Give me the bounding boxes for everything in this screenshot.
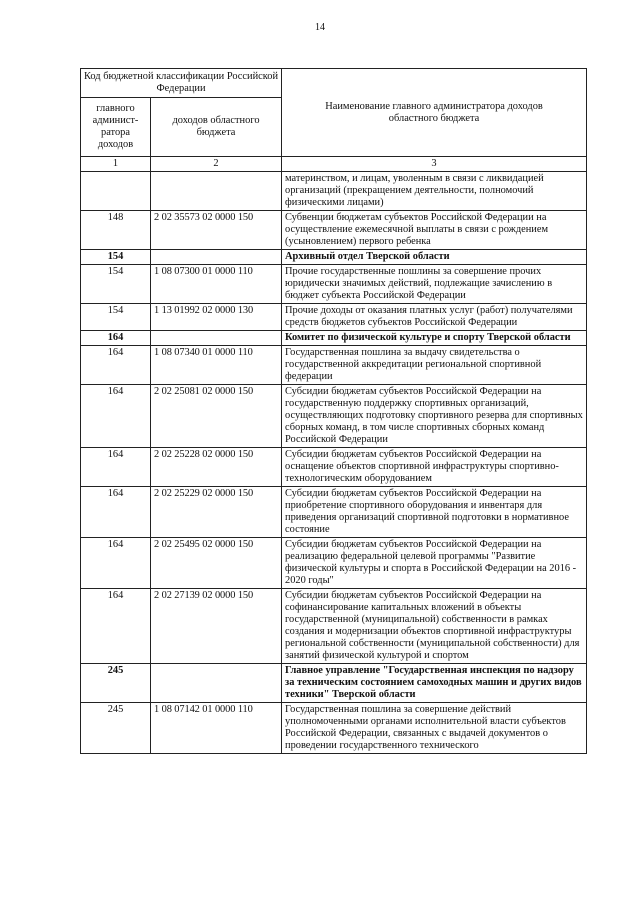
revenue-code-cell: 2 02 25495 02 0000 150 (151, 538, 282, 589)
table-row (81, 538, 587, 589)
admin-code-cell: 164 (81, 448, 151, 487)
admin-code-cell: 154 (81, 265, 151, 304)
table-row (81, 589, 587, 664)
revenue-name-cell: Субсидии бюджетам субъектов Российской Федерации на приобретение спортивного оборудования и инвентаря для приведения организаций спортивной подготовки в нормативное состояние (282, 487, 587, 538)
revenue-name-cell: Государственная пошлина за совершение действий уполномоченными органами исполнительной власти субъектов Российской Федерации, связанных с выдачей документов о проведении государственного технического (282, 703, 587, 754)
revenue-name-cell: Субсидии бюджетам субъектов Российской Федерации на реализацию федеральной целевой программы "Развитие физической культуры и спорта в Российской Федерации на 2016 - 2020 годы" (282, 538, 587, 589)
table-row (81, 385, 587, 448)
section-header-row (81, 250, 587, 265)
revenue-name-cell: Главное управление "Государственная инспекция по надзору за техническим состоянием самоходных машин и других видов техники" Тверской области (282, 664, 587, 703)
table-row (81, 172, 587, 211)
revenue-name-cell: Комитет по физической культуре и спорту Тверской области (282, 331, 587, 346)
revenue-name-cell: Архивный отдел Тверской области (282, 250, 587, 265)
revenue-code-cell (151, 331, 282, 346)
column-number-3: 3 (282, 157, 587, 172)
table-row (81, 703, 587, 754)
table-body (81, 172, 587, 754)
header-budget-revenue: доходов областного бюджета (151, 98, 282, 157)
header-main-administrator: главного админист-ратора доходов (81, 98, 151, 157)
revenue-name-cell: Субсидии бюджетам субъектов Российской Федерации на софинансирование капитальных вложений в объекты государственной (муниципальной) собственности в рамках создания и модернизации объектов спортивной инфраструктуры региональной собственности (муниципальной собственности) для занятий физической культурой и спортом (282, 589, 587, 664)
header-administrator-name: Наименование главного администратора доходов областного бюджета (282, 69, 587, 157)
admin-code-cell: 148 (81, 211, 151, 250)
revenue-name-cell: Субсидии бюджетам субъектов Российской Федерации на государственную поддержку спортивных организаций, осуществляющих подготовку спортивного резерва для спортивных сборных команд, в том числе спортивных сборных команд Российской Федерации (282, 385, 587, 448)
admin-code-cell (81, 172, 151, 211)
revenue-name-cell: материнством, и лицам, уволенным в связи с ликвидацией организаций (прекращением деятельности, полномочий физическими лицами) (282, 172, 587, 211)
column-number-2: 2 (151, 157, 282, 172)
revenue-code-cell (151, 250, 282, 265)
page-number: 14 (315, 22, 325, 33)
revenue-code-cell: 2 02 25229 02 0000 150 (151, 487, 282, 538)
revenue-code-cell: 2 02 25081 02 0000 150 (151, 385, 282, 448)
table-row (81, 448, 587, 487)
section-header-row (81, 331, 587, 346)
revenue-name-cell: Прочие государственные пошлины за совершение прочих юридически значимых действий, подлежащие зачислению в бюджет субъекта Российской Федерации (282, 265, 587, 304)
budget-classification-table (80, 68, 587, 754)
section-header-row (81, 664, 587, 703)
admin-code-cell: 164 (81, 346, 151, 385)
table-header (81, 69, 587, 172)
revenue-name-cell: Прочие доходы от оказания платных услуг (работ) получателями средств бюджетов субъектов Российской Федерации (282, 304, 587, 331)
admin-code-cell: 245 (81, 664, 151, 703)
revenue-code-cell (151, 664, 282, 703)
table-row (81, 487, 587, 538)
admin-code-cell: 245 (81, 703, 151, 754)
admin-code-cell: 164 (81, 385, 151, 448)
revenue-code-cell: 2 02 35573 02 0000 150 (151, 211, 282, 250)
table-row (81, 265, 587, 304)
revenue-name-cell: Субсидии бюджетам субъектов Российской Федерации на оснащение объектов спортивной инфраструктуры спортивно-технологическим оборудованием (282, 448, 587, 487)
revenue-code-cell: 2 02 27139 02 0000 150 (151, 589, 282, 664)
revenue-code-cell (151, 172, 282, 211)
admin-code-cell: 164 (81, 487, 151, 538)
revenue-code-cell: 1 13 01992 02 0000 130 (151, 304, 282, 331)
admin-code-cell: 164 (81, 589, 151, 664)
revenue-code-cell: 1 08 07142 01 0000 110 (151, 703, 282, 754)
table-row (81, 211, 587, 250)
revenue-name-cell: Субвенции бюджетам субъектов Российской Федерации на осуществление ежемесячной выплаты в связи с рождением (усыновлением) первого ребенка (282, 211, 587, 250)
revenue-name-cell: Государственная пошлина за выдачу свидетельства о государственной аккредитации региональной спортивной федерации (282, 346, 587, 385)
revenue-code-cell: 1 08 07340 01 0000 110 (151, 346, 282, 385)
revenue-code-cell: 2 02 25228 02 0000 150 (151, 448, 282, 487)
column-number-1: 1 (81, 157, 151, 172)
header-budget-code-group: Код бюджетной классификации Российской Федерации (81, 69, 282, 98)
admin-code-cell: 164 (81, 538, 151, 589)
admin-code-cell: 154 (81, 250, 151, 265)
table-row (81, 304, 587, 331)
table-row (81, 346, 587, 385)
admin-code-cell: 154 (81, 304, 151, 331)
admin-code-cell: 164 (81, 331, 151, 346)
revenue-code-cell: 1 08 07300 01 0000 110 (151, 265, 282, 304)
